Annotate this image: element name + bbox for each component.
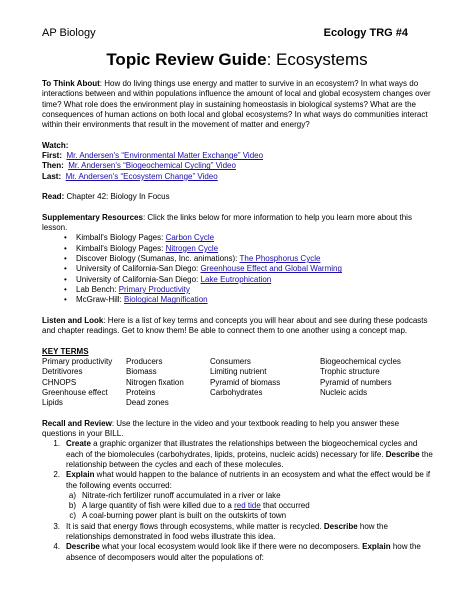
guide-code: Ecology TRG #4 bbox=[323, 27, 408, 39]
watch-first-label: First: bbox=[42, 151, 62, 161]
question-number: 4. bbox=[53, 542, 60, 552]
read-paragraph bbox=[42, 192, 434, 202]
resource-link-carbon-cycle[interactable]: Carbon Cycle bbox=[165, 233, 215, 243]
resource-source: Discover Biology (Sumanas, Inc. animations): bbox=[76, 254, 240, 264]
listen-look-paragraph bbox=[42, 316, 434, 337]
list-item bbox=[64, 264, 434, 274]
recall-text: : Use the lecture in the video and your textbook reading to help you answer these questions in your BILL. bbox=[42, 418, 400, 439]
question-number: 2. bbox=[53, 470, 60, 480]
key-term: Biomass bbox=[126, 367, 157, 377]
supplementary-paragraph bbox=[42, 213, 434, 234]
key-term: CHNOPS bbox=[42, 377, 77, 387]
title-rest: : Ecosystems bbox=[266, 50, 368, 69]
sub-question-text-part: that occurred bbox=[260, 501, 310, 511]
sub-question-a bbox=[42, 491, 434, 501]
title-bold: Topic Review Guide bbox=[106, 50, 267, 69]
key-term: Greenhouse effect bbox=[42, 387, 108, 397]
sub-question-c bbox=[42, 511, 434, 521]
supplementary-label: Supplementary Resources bbox=[42, 212, 143, 222]
key-term: Lipids bbox=[42, 398, 63, 408]
resource-source: University of California-San Diego: bbox=[76, 264, 201, 274]
question-4 bbox=[42, 542, 434, 563]
key-term: Detritivores bbox=[42, 367, 83, 377]
sub-question-text-part: A large quantity of fish were killed due to a bbox=[82, 501, 235, 511]
list-item bbox=[64, 233, 434, 243]
key-term: Primary productivity bbox=[42, 357, 113, 367]
key-term: Pyramid of biomass bbox=[210, 377, 281, 387]
recall-paragraph bbox=[42, 419, 434, 440]
key-term: Consumers bbox=[210, 357, 251, 367]
key-term: Producers bbox=[126, 357, 163, 367]
think-about-label: To Think About bbox=[42, 79, 100, 88]
think-about-paragraph bbox=[42, 79, 434, 130]
question-2 bbox=[42, 470, 434, 491]
question-list bbox=[42, 439, 434, 563]
document-body bbox=[42, 79, 434, 563]
read-label: Read: bbox=[42, 192, 65, 202]
question-text bbox=[66, 542, 434, 563]
watch-last-label: Last: bbox=[42, 171, 62, 181]
video-link-ecosystem-change[interactable]: Mr. Andersen's “Ecosystem Change” Video bbox=[65, 171, 218, 181]
resource-source: Kimball's Biology Pages: bbox=[76, 243, 166, 253]
resource-list bbox=[42, 233, 434, 305]
resource-source: University of California-San Diego: bbox=[76, 274, 201, 284]
key-term: Trophic structure bbox=[320, 367, 380, 377]
question-keyword: Explain bbox=[66, 470, 95, 480]
key-term: Limiting nutrient bbox=[210, 367, 267, 377]
question-1 bbox=[42, 439, 434, 470]
watch-label: Watch: bbox=[42, 140, 69, 150]
question-text-part: It is said that energy flows through ecosystems, while matter is recycled. bbox=[66, 521, 324, 531]
sub-question-letter: b) bbox=[68, 501, 76, 511]
resource-link-phosphorus-cycle[interactable]: The Phosphorus Cycle bbox=[239, 254, 321, 264]
page-title bbox=[0, 50, 474, 70]
sub-question-text: Nitrate-rich fertilizer runoff accumulated in a river or lake bbox=[82, 490, 281, 500]
question-text-part: what would happen to the balance of nutrients in an ecosystem and what the effect would be if the following events occurred: bbox=[66, 470, 431, 490]
key-term: Dead zones bbox=[126, 398, 169, 408]
question-text bbox=[66, 522, 434, 543]
key-term: Carbohydrates bbox=[210, 387, 263, 397]
resource-source: McGraw-Hill: bbox=[76, 295, 124, 305]
read-text: Chapter 42: Biology In Focus bbox=[64, 192, 170, 202]
video-link-biogeochemical-cycling[interactable]: Mr. Andersen's “Biogeochemical Cycling” Video bbox=[68, 161, 236, 171]
question-text-part: what your local ecosystem would look like if there were no decomposers. bbox=[99, 542, 363, 552]
watch-item-last bbox=[42, 172, 434, 182]
supplementary-text: : Click the links below for more information to help you learn more about this lesson. bbox=[42, 212, 412, 233]
watch-then-label: Then: bbox=[42, 161, 64, 171]
key-terms-grid bbox=[42, 357, 434, 408]
course-name: AP Biology bbox=[42, 27, 96, 39]
question-keyword: Describe bbox=[323, 521, 358, 531]
question-text-part: how the absence of decomposers would alter the populations of: bbox=[66, 542, 421, 562]
list-item bbox=[64, 254, 434, 264]
listen-look-label: Listen and Look bbox=[42, 315, 104, 325]
question-keyword: Describe bbox=[385, 449, 420, 459]
sub-question-text bbox=[82, 501, 310, 511]
key-term: Biogeochemical cycles bbox=[320, 357, 401, 367]
resource-source: Kimball's Biology Pages: bbox=[76, 233, 166, 243]
question-number: 1. bbox=[53, 439, 60, 449]
list-item bbox=[64, 285, 434, 295]
key-terms-title: KEY TERMS bbox=[42, 346, 89, 356]
list-item bbox=[64, 295, 434, 305]
think-about-text: : How do living things use energy and matter to survive in an ecosystem? In what ways do interactions between and within populations influence the amount of local and global ecosystem changes over time? What role does the environment play in sustaining homeostasis in biological systems? What are the consequences of human actions on both local and global ecosystems? In what ways do communities interact within their environments that result in the movement of matter and energy? bbox=[42, 79, 431, 130]
question-text bbox=[66, 470, 434, 491]
question-number: 3. bbox=[53, 521, 60, 531]
resource-source: Lab Bench: bbox=[76, 284, 119, 294]
listen-look-text: : Here is a list of key terms and concepts you will hear about and see during these podcasts and chapter readings. Get to know them! Be able to connect them to one another using a concept map. bbox=[42, 315, 428, 336]
key-term: Pyramid of numbers bbox=[320, 377, 392, 387]
key-term: Proteins bbox=[126, 387, 156, 397]
key-term: Nucleic acids bbox=[320, 387, 368, 397]
question-keyword: Create bbox=[66, 439, 91, 449]
key-terms-section bbox=[42, 347, 434, 409]
question-3 bbox=[42, 522, 434, 543]
recall-label: Recall and Review bbox=[42, 418, 112, 428]
recall-section bbox=[42, 419, 434, 563]
question-text-part: a graphic organizer that illustrates the relationships between the biogeochemical cycles and each of the biomolecules (carbohydrates, lipids, proteins, nucleic acids) necessary for life. bbox=[66, 439, 418, 459]
key-term bbox=[210, 398, 320, 408]
resource-link-greenhouse-effect[interactable]: Greenhouse Effect and Global Warming bbox=[200, 264, 342, 274]
sub-question-b bbox=[42, 501, 434, 511]
question-keyword: Explain bbox=[362, 542, 391, 552]
sub-question-letter: a) bbox=[68, 490, 76, 500]
red-tide-link[interactable]: red tide bbox=[234, 501, 261, 511]
key-term: Nitrogen fixation bbox=[126, 377, 184, 387]
key-term bbox=[320, 398, 434, 408]
watch-section bbox=[42, 141, 434, 182]
list-item bbox=[64, 275, 434, 285]
resource-link-lake-eutrophication[interactable]: Lake Eutrophication bbox=[200, 274, 272, 284]
video-link-environmental-matter-exchange[interactable]: Mr. Andersen's “Environmental Matter Exchange” Video bbox=[66, 151, 264, 161]
sub-question-text: A coal-burning power plant is built on the outskirts of town bbox=[82, 511, 287, 521]
resource-link-biological-magnification[interactable]: Biological Magnification bbox=[124, 295, 208, 305]
list-item bbox=[64, 244, 434, 254]
supplementary-section bbox=[42, 213, 434, 306]
sub-question-letter: c) bbox=[69, 511, 76, 521]
question-text-part: how the relationships demonstrated in food webs illustrate this idea. bbox=[66, 521, 388, 542]
watch-item-first bbox=[42, 151, 434, 161]
watch-item-then bbox=[42, 161, 434, 171]
resource-link-primary-productivity[interactable]: Primary Productivity bbox=[118, 284, 190, 294]
question-text bbox=[66, 439, 434, 470]
question-text-part: the relationship between the cycles and each of these molecules. bbox=[66, 449, 433, 469]
question-keyword: Describe bbox=[66, 542, 100, 552]
resource-link-nitrogen-cycle[interactable]: Nitrogen Cycle bbox=[165, 243, 219, 253]
